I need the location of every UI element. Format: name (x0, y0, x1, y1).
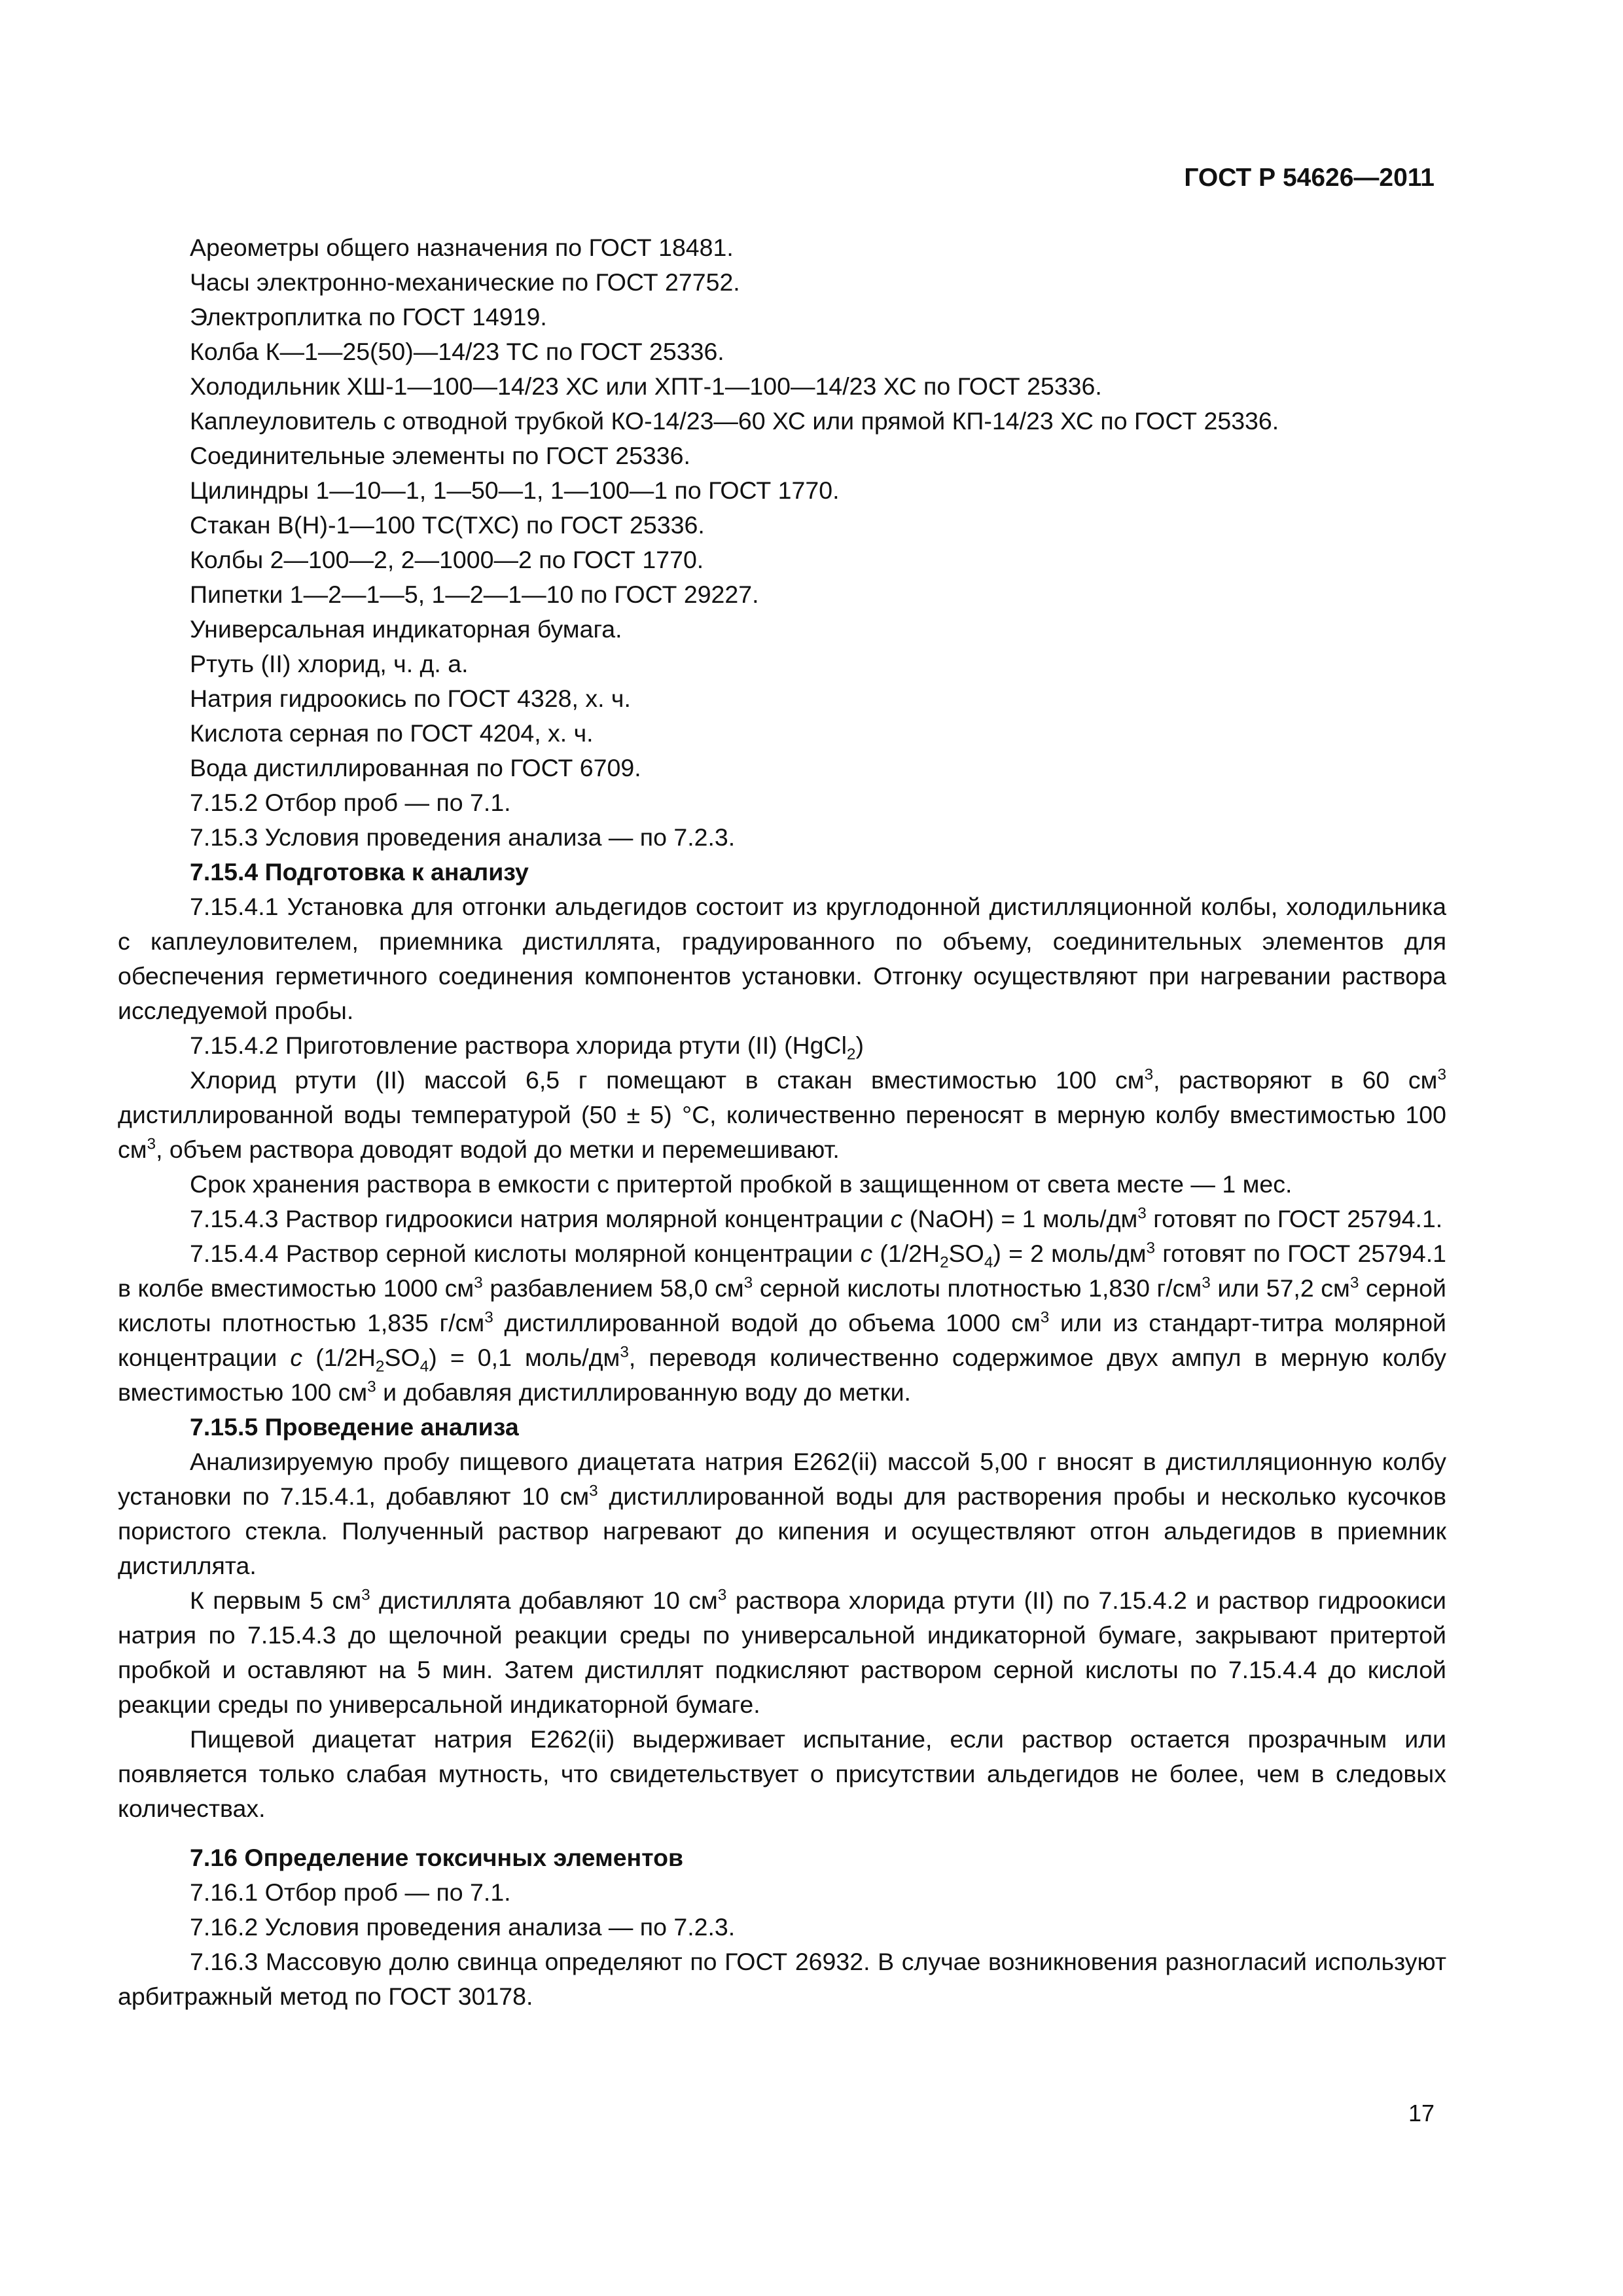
text-run: серной кислоты плотностью 1,835 г/см (118, 1274, 1446, 1336)
document-body (118, 230, 1446, 2014)
clause-7-15-5-p1 (118, 1444, 1446, 1583)
symbol-c: с (290, 1344, 303, 1371)
text-run: К первым 5 см (190, 1587, 362, 1614)
clause-7-16-2: 7.16.2 Условия проведения анализа — по 7.2.3. (190, 1913, 736, 1941)
clause-7-15-5-p2 (118, 1583, 1446, 1722)
list-item: Универсальная индикаторная бумага. (190, 615, 622, 643)
text-run: ) (855, 1031, 864, 1059)
list-item: Холодильник ХШ-1—100—14/23 ХС или ХПТ-1—100—14/23 ХС по ГОСТ 25336. (190, 372, 1102, 400)
text-run: 7.15.4.3 Раствор гидроокиси натрия молярной концентрации (190, 1205, 891, 1232)
text-run: (1/2H (302, 1344, 376, 1371)
superscript: 3 (1349, 1274, 1359, 1292)
clause-7-15-4-2 (118, 1028, 1446, 1063)
list-item: Ртуть (II) хлорид, ч. д. а. (190, 650, 469, 677)
text-run: раствора хлорида ртути (II) по 7.15.4.2 и раствор гидроокиси натрия по 7.15.4.3 до щелочной реакции среды по универсальной индикаторной бумаге, закрывают притертой пробкой и оставляют на 5 мин. Затем дистиллят подкисляют раствором серной кислоты по 7.15.4.4 до кислой реакции среды по универсальной индикаторной бумаге. (118, 1587, 1446, 1718)
superscript: 3 (367, 1378, 376, 1396)
superscript: 3 (1137, 1204, 1147, 1223)
text-run: Хлорид ртути (II) массой 6,5 г помещают в стакан вместимостью 100 см (190, 1066, 1145, 1094)
heading-7-15-5: 7.15.5 Проведение анализа (190, 1413, 519, 1441)
clause-7-15-5-p3: Пищевой диацетат натрия Е262(ii) выдерживает испытание, если раствор остается прозрачным или появляется только слабая мутность, что свидетельствует о присутствии альдегидов не более, чем в следовых количествах. (118, 1725, 1446, 1822)
list-item: Цилиндры 1—10—1, 1—50—1, 1—100—1 по ГОСТ 1770. (190, 476, 840, 504)
text-run: (NaOH) = 1 моль/дм (902, 1205, 1138, 1232)
superscript: 3 (717, 1586, 727, 1604)
document-header: ГОСТ Р 54626—2011 (1184, 164, 1435, 192)
superscript: 3 (147, 1135, 156, 1153)
superscript: 3 (474, 1274, 483, 1292)
list-item: Колбы 2—100—2, 2—1000—2 по ГОСТ 1770. (190, 546, 704, 573)
text-run: , объем раствора доводят водой до метки и перемешивают. (156, 1136, 840, 1163)
superscript: 3 (620, 1343, 629, 1361)
list-item: Стакан В(Н)-1—100 ТС(ТХС) по ГОСТ 25336. (190, 511, 705, 539)
list-item: Колба К—1—25(50)—14/23 ТС по ГОСТ 25336. (190, 338, 724, 365)
superscript: 3 (1202, 1274, 1211, 1292)
list-item: Соединительные элементы по ГОСТ 25336. (190, 442, 690, 469)
text-run: 7.15.4.4 Раствор серной кислоты молярной концентрации (190, 1240, 861, 1267)
subscript: 4 (984, 1253, 993, 1272)
superscript: 3 (743, 1274, 753, 1292)
text-run: 7.15.4.2 Приготовление раствора хлорида ртути (II) (HgCl (190, 1031, 847, 1059)
text-run: ) = 2 моль/дм (993, 1240, 1147, 1267)
clause-7-15-4-4 (118, 1236, 1446, 1410)
list-item: Ареометры общего назначения по ГОСТ 18481. (190, 234, 734, 261)
subscript: 4 (419, 1357, 429, 1376)
text-run: и добавляя дистиллированную воду до метки. (376, 1378, 911, 1406)
clause-7-15-3: 7.15.3 Условия проведения анализа — по 7.2.3. (190, 823, 736, 851)
symbol-c: с (890, 1205, 903, 1232)
page-number: 17 (1408, 2100, 1435, 2126)
text-run: Анализируемую пробу пищевого диацетата натрия Е262(ii) массой 5,00 г вносят в дистилляционную колбу установки по 7.15.4.1, добавляют 10 см (118, 1448, 1446, 1510)
text-run: разбавлением 58,0 см (482, 1274, 744, 1302)
clause-7-15-4-2-body (118, 1063, 1446, 1167)
list-item: Кислота серная по ГОСТ 4204, х. ч. (190, 719, 594, 747)
text-run: серной кислоты плотностью 1,830 г/см (753, 1274, 1202, 1302)
heading-7-15-4: 7.15.4 Подготовка к анализу (190, 858, 529, 886)
clause-7-15-4-3 (118, 1202, 1446, 1236)
clause-7-16-3: 7.16.3 Массовую долю свинца определяют по ГОСТ 26932. В случае возникновения разногласий используют арбитражный метод по ГОСТ 30178. (118, 1948, 1446, 2010)
text-run: или из стандарт-титра молярной концентрации (118, 1309, 1446, 1371)
text-run: SO (948, 1240, 984, 1267)
text-run: готовят по ГОСТ 25794.1 в колбе вместимостью 1000 см (118, 1240, 1447, 1302)
text-run: SO (384, 1344, 420, 1371)
heading-7-16: 7.16 Определение токсичных элементов (190, 1844, 684, 1871)
text-run: ) = 0,1 моль/дм (429, 1344, 620, 1371)
text-run: дистиллированной водой до объема 1000 см (493, 1309, 1041, 1336)
clause-7-16-1: 7.16.1 Отбор проб — по 7.1. (190, 1878, 511, 1906)
storage-note: Срок хранения раствора в емкости с притертой пробкой в защищенном от света месте — 1 мес. (190, 1170, 1293, 1198)
superscript: 3 (1040, 1308, 1050, 1327)
subscript: 2 (940, 1253, 949, 1272)
text-run: дистиллированной воды для растворения пробы и несколько кусочков пористого стекла. Полученный раствор нагревают до кипения и осуществляют отгон альдегидов в приемник дистиллята. (118, 1482, 1447, 1579)
clause-7-15-2: 7.15.2 Отбор проб — по 7.1. (190, 789, 511, 816)
text-run: , переводя количественно содержимое двух ампул в мерную колбу вместимостью 100 см (118, 1344, 1446, 1406)
list-item: Пипетки 1—2—1—5, 1—2—1—10 по ГОСТ 29227. (190, 581, 759, 608)
superscript: 3 (1144, 1066, 1154, 1084)
subscript: 2 (846, 1045, 856, 1064)
superscript: 3 (589, 1482, 598, 1500)
subscript: 2 (375, 1357, 385, 1376)
symbol-c: с (860, 1240, 873, 1267)
list-item: Каплеуловитель с отводной трубкой КО-14/23—60 ХС или прямой КП-14/23 ХС по ГОСТ 25336. (190, 407, 1279, 435)
text-run: , растворяют в 60 см (1153, 1066, 1438, 1094)
text-run: (1/2H (872, 1240, 940, 1267)
superscript: 3 (361, 1586, 370, 1604)
superscript: 3 (1437, 1066, 1447, 1084)
text-run: или 57,2 см (1210, 1274, 1350, 1302)
superscript: 3 (1146, 1239, 1156, 1257)
list-item: Электроплитка по ГОСТ 14919. (190, 303, 547, 331)
text-run: дистиллята добавляют 10 см (370, 1587, 718, 1614)
text-run: готовят по ГОСТ 25794.1. (1146, 1205, 1443, 1232)
superscript: 3 (484, 1308, 493, 1327)
text-run: дистиллированной воды температурой (50 ± 5) °С, количественно переносят в мерную колбу вместимостью 100 см (118, 1101, 1446, 1163)
list-item: Часы электронно-механические по ГОСТ 27752. (190, 268, 740, 296)
list-item: Вода дистиллированная по ГОСТ 6709. (190, 754, 641, 781)
clause-7-15-4-1: 7.15.4.1 Установка для отгонки альдегидов состоит из круглодонной дистилляционной колбы, холодильника с каплеуловителем, приемника дистиллята, градуированного по объему, соединительных элементов для обеспечения герметичного соединения компонентов установки. Отгонку осуществляют при нагревании раствора исследуемой пробы. (118, 893, 1446, 1024)
list-item: Натрия гидроокись по ГОСТ 4328, х. ч. (190, 685, 631, 712)
